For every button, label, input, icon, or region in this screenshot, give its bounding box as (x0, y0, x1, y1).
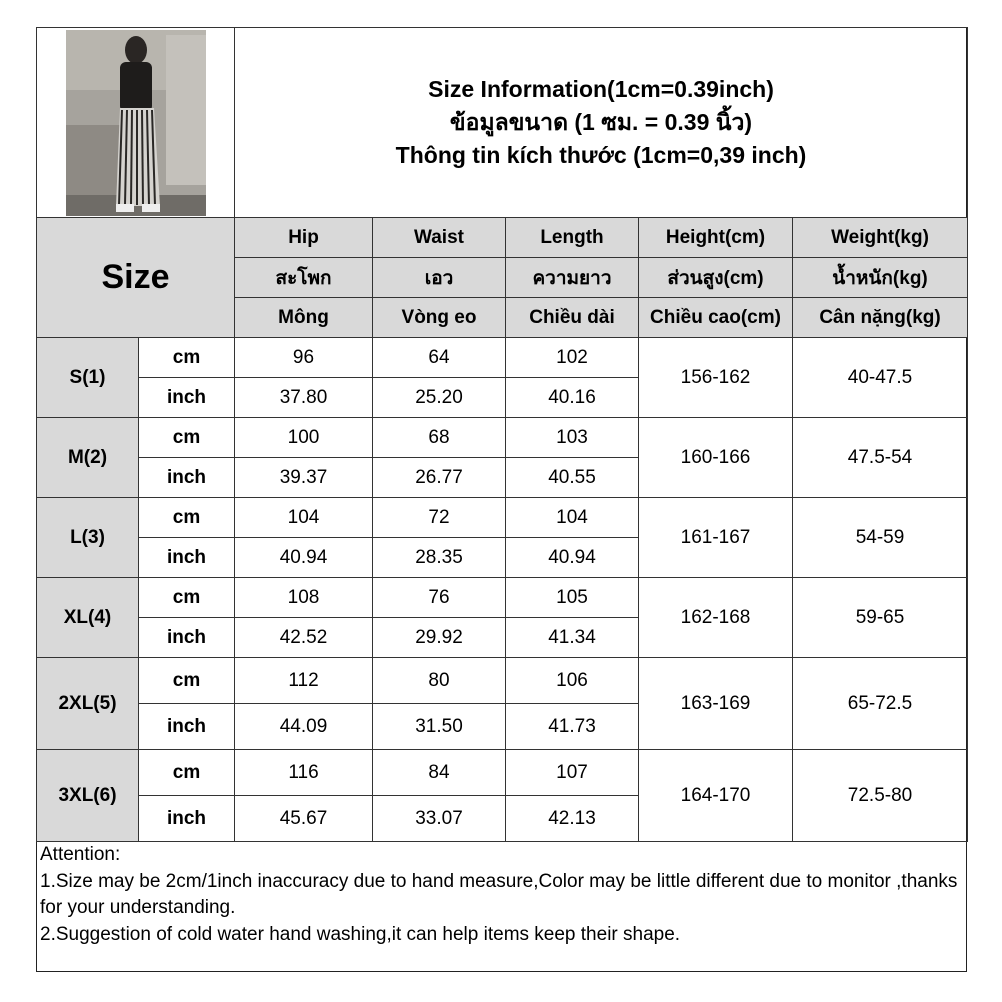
col-header-height-en: Height(cm) (639, 218, 793, 258)
table-row (37, 338, 968, 378)
size-label: 3XL(6) (37, 750, 139, 842)
cell-waist-cm: 64 (373, 338, 506, 378)
cell-waist-inch: 26.77 (373, 458, 506, 498)
col-header-hip-en: Hip (235, 218, 373, 258)
col-header-waist-en: Waist (373, 218, 506, 258)
col-header-waist-th: เอว (373, 258, 506, 298)
size-header: Size (37, 218, 235, 338)
table-row (37, 418, 968, 458)
col-header-length-th: ความยาว (506, 258, 639, 298)
cell-hip-cm: 100 (235, 418, 373, 458)
col-header-weight-en: Weight(kg) (793, 218, 968, 258)
unit-label-inch: inch (139, 538, 235, 578)
unit-label-inch: inch (139, 378, 235, 418)
cell-height: 164-170 (639, 750, 793, 842)
col-header-weight-th: น้ำหนัก(kg) (793, 258, 968, 298)
cell-hip-cm: 104 (235, 498, 373, 538)
size-label: XL(4) (37, 578, 139, 658)
cell-length-inch: 42.13 (506, 796, 639, 842)
col-header-height-vi: Chiều cao(cm) (639, 298, 793, 338)
table-row (37, 578, 968, 618)
size-label: 2XL(5) (37, 658, 139, 750)
cell-height: 161-167 (639, 498, 793, 578)
cell-weight: 59-65 (793, 578, 968, 658)
unit-label-inch: inch (139, 704, 235, 750)
unit-label-cm: cm (139, 658, 235, 704)
unit-label-cm: cm (139, 750, 235, 796)
col-header-hip-vi: Mông (235, 298, 373, 338)
table-row (37, 498, 968, 538)
cell-length-cm: 105 (506, 578, 639, 618)
cell-weight: 72.5-80 (793, 750, 968, 842)
product-photo-cell (37, 28, 235, 218)
cell-length-inch: 41.34 (506, 618, 639, 658)
notes-line-1: 1.Size may be 2cm/1inch inaccuracy due to hand measure,Color may be little different due to monitor ,thanks for your understanding. (40, 870, 963, 918)
cell-hip-inch: 45.67 (235, 796, 373, 842)
table-row (37, 750, 968, 796)
notes-line-2: 2.Suggestion of cold water hand washing,it can help items keep their shape. (40, 923, 681, 945)
col-header-length-en: Length (506, 218, 639, 258)
size-label: M(2) (37, 418, 139, 498)
title-english: Size Information(1cm=0.39inch) (428, 76, 774, 102)
cell-hip-inch: 44.09 (235, 704, 373, 750)
cell-weight: 54-59 (793, 498, 968, 578)
unit-label-cm: cm (139, 498, 235, 538)
cell-waist-inch: 28.35 (373, 538, 506, 578)
cell-length-cm: 103 (506, 418, 639, 458)
unit-label-cm: cm (139, 578, 235, 618)
size-chart-table (36, 27, 968, 842)
unit-label-cm: cm (139, 338, 235, 378)
cell-waist-cm: 84 (373, 750, 506, 796)
title-cell (235, 28, 968, 218)
col-header-weight-vi: Cân nặng(kg) (793, 298, 968, 338)
cell-waist-inch: 31.50 (373, 704, 506, 750)
cell-hip-cm: 112 (235, 658, 373, 704)
cell-waist-inch: 29.92 (373, 618, 506, 658)
unit-label-inch: inch (139, 796, 235, 842)
col-header-waist-vi: Vòng eo (373, 298, 506, 338)
notes-heading: Attention: (40, 844, 121, 865)
col-header-height-th: ส่วนสูง(cm) (639, 258, 793, 298)
unit-label-inch: inch (139, 458, 235, 498)
cell-waist-inch: 25.20 (373, 378, 506, 418)
size-label: L(3) (37, 498, 139, 578)
cell-length-cm: 107 (506, 750, 639, 796)
attention-notes (40, 842, 963, 948)
cell-weight: 40-47.5 (793, 338, 968, 418)
cell-weight: 47.5-54 (793, 418, 968, 498)
cell-height: 160-166 (639, 418, 793, 498)
cell-length-inch: 40.55 (506, 458, 639, 498)
table-row (37, 658, 968, 704)
cell-weight: 65-72.5 (793, 658, 968, 750)
cell-waist-cm: 80 (373, 658, 506, 704)
cell-length-inch: 41.73 (506, 704, 639, 750)
title-thai: ข้อมูลขนาด (1 ซม. = 0.39 นิ้ว) (449, 109, 753, 135)
cell-hip-cm: 108 (235, 578, 373, 618)
cell-height: 162-168 (639, 578, 793, 658)
cell-hip-inch: 40.94 (235, 538, 373, 578)
cell-waist-cm: 72 (373, 498, 506, 538)
cell-hip-inch: 42.52 (235, 618, 373, 658)
cell-length-cm: 104 (506, 498, 639, 538)
cell-length-cm: 102 (506, 338, 639, 378)
unit-label-cm: cm (139, 418, 235, 458)
cell-hip-inch: 39.37 (235, 458, 373, 498)
cell-length-inch: 40.16 (506, 378, 639, 418)
product-photo (66, 30, 206, 216)
cell-length-inch: 40.94 (506, 538, 639, 578)
cell-hip-cm: 96 (235, 338, 373, 378)
unit-label-inch: inch (139, 618, 235, 658)
col-header-hip-th: สะโพก (235, 258, 373, 298)
cell-waist-cm: 68 (373, 418, 506, 458)
size-label: S(1) (37, 338, 139, 418)
cell-height: 156-162 (639, 338, 793, 418)
cell-waist-cm: 76 (373, 578, 506, 618)
col-header-length-vi: Chiều dài (506, 298, 639, 338)
cell-hip-cm: 116 (235, 750, 373, 796)
cell-hip-inch: 37.80 (235, 378, 373, 418)
cell-waist-inch: 33.07 (373, 796, 506, 842)
title-vietnamese: Thông tin kích thước (1cm=0,39 inch) (395, 142, 807, 168)
cell-height: 163-169 (639, 658, 793, 750)
cell-length-cm: 106 (506, 658, 639, 704)
